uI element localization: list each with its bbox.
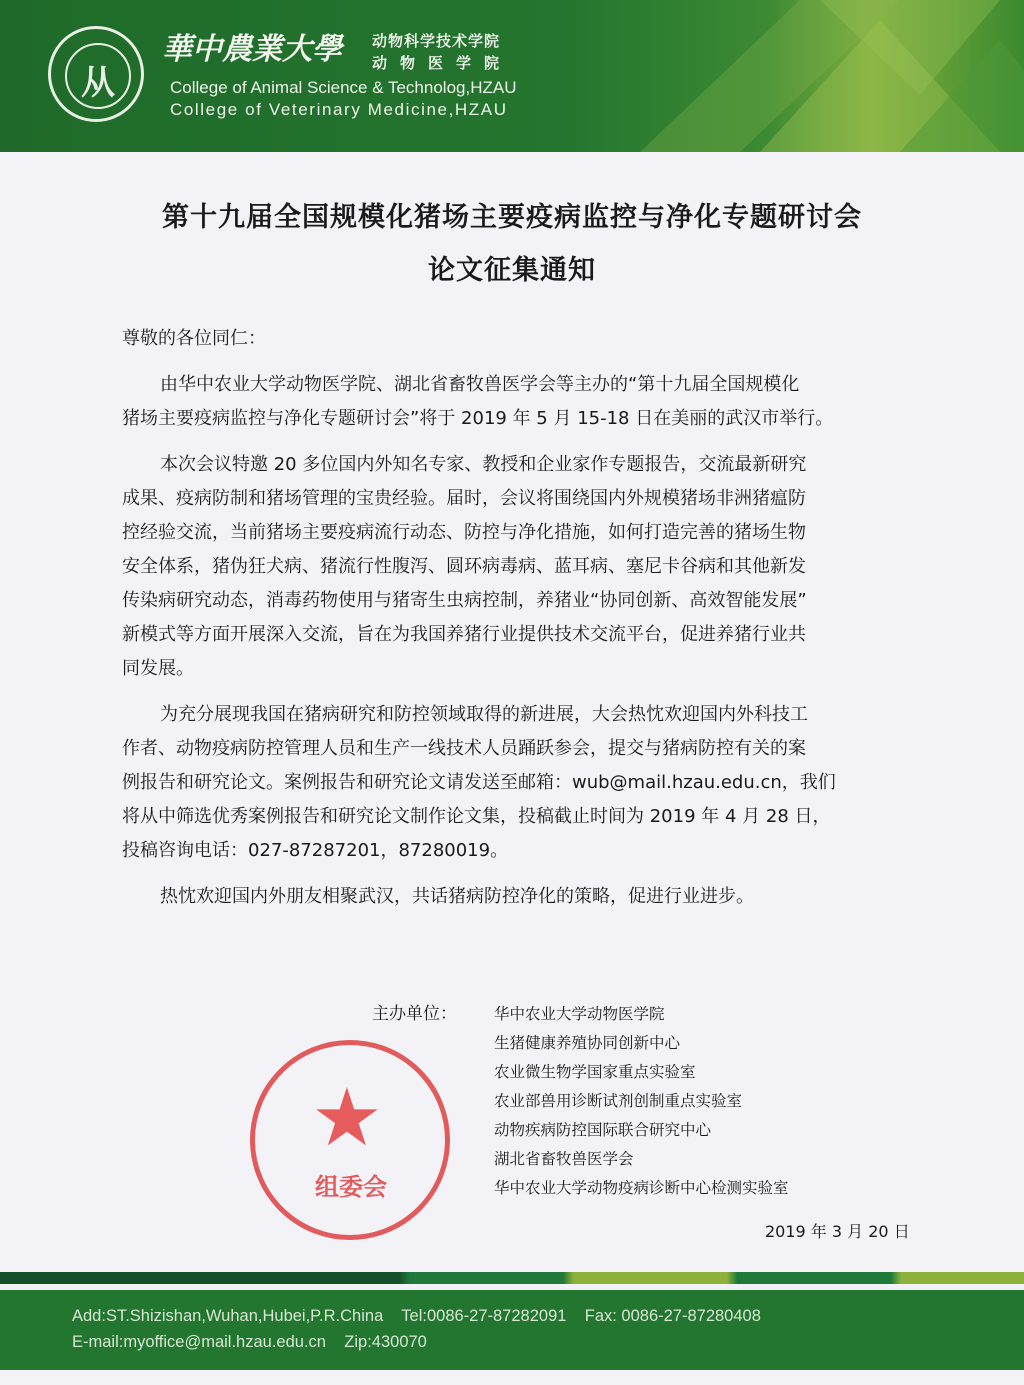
dept-name-1: 动物科学技术学院 (372, 32, 501, 50)
sponsor-item: 华中农业大学动物疫病诊断中心检测实验室 (494, 1179, 789, 1197)
english-dept-1: College of Animal Science & Technolog,HZAU (170, 78, 517, 97)
star-icon: ★ (311, 1071, 383, 1164)
sponsor-item: 生猪健康养殖协同创新中心 (494, 1034, 681, 1052)
english-dept-2: College of Veterinary Medicine,HZAU (170, 100, 508, 119)
sponsor-item: 农业微生物学国家重点实验室 (494, 1063, 696, 1081)
salutation: 尊敬的各位同仁： (122, 328, 266, 349)
document-title: 第十九届全国规模化猪场主要疫病监控与净化专题研讨会 (162, 202, 862, 233)
red-official-stamp (250, 1040, 450, 1240)
letterhead-footer (0, 1290, 1024, 1370)
sponsor-item: 动物疾病防控国际联合研究中心 (494, 1121, 712, 1139)
sponsors-label: 主办单位： (372, 1004, 457, 1024)
paragraph-line: 成果、疫病防制和猪场管理的宝贵经验。届时，会议将围绕国内外规模猪场非洲猪瘟防 (122, 488, 806, 509)
document-date: 2019 年 3 月 20 日 (765, 1222, 910, 1241)
paragraph-line: 作者、动物疫病防控管理人员和生产一线技术人员踊跃参会，提交与猪病防控有关的案 (122, 738, 806, 759)
sponsors-list (494, 1000, 789, 1203)
paragraph-line: 热忱欢迎国内外朋友相聚武汉，共话猪病防控净化的策略，促进行业进步。 (160, 886, 754, 907)
paragraph-line: 将从中筛选优秀案例报告和研究论文制作论文集，投稿截止时间为 2019 年 4 月 28 日， (122, 806, 831, 827)
stamp-text: 组委会 (315, 1172, 387, 1201)
dept-name-2: 动物医学院 (372, 54, 513, 72)
paragraph-line: 安全体系，猪伪狂犬病、猪流行性腹泻、圆环病毒病、蓝耳病、塞尼卡谷病和其他新发 (122, 556, 806, 577)
paragraph-line: 猪场主要疫病监控与净化专题研讨会”将于 2019 年 5 月 15-18 日在美丽的武汉市举行。 (122, 408, 834, 429)
paragraph-line: 本次会议特邀 20 多位国内外知名专家、教授和企业家作专题报告，交流最新研究 (160, 454, 807, 475)
footer-stripe (0, 1272, 1024, 1284)
banner-decoration (0, 0, 1024, 152)
document-subtitle: 论文征集通知 (428, 255, 596, 286)
paragraph-line: 投稿咨询电话：027-87287201，87280019。 (122, 840, 509, 861)
sponsor-item: 华中农业大学动物医学院 (494, 1005, 665, 1023)
paragraph-line: 由华中农业大学动物医学院、湖北省畜牧兽医学会等主办的“第十九届全国规模化 (160, 374, 800, 395)
footer-email: E-mail:myoffice@mail.hzau.edu.cn Zip:430070 (72, 1333, 427, 1351)
footer-address: Add:ST.Shizishan,Wuhan,Hubei,P.R.China Tel:0086-27-87282091 Fax: 0086-27-87280408 (72, 1307, 761, 1325)
university-name: 華中農業大學 (162, 32, 342, 67)
sponsor-item: 湖北省畜牧兽医学会 (494, 1150, 634, 1168)
paragraph (122, 698, 912, 868)
paragraph-line: 同发展。 (122, 658, 194, 679)
paragraph-line: 新模式等方面开展深入交流，旨在为我国养猪行业提供技术交流平台，促进养猪行业共 (122, 624, 806, 645)
letterhead-banner (0, 0, 1024, 152)
paragraph-line: 传染病研究动态，消毒药物使用与猪寄生虫病控制，养猪业“协同创新、高效智能发展” (122, 590, 807, 611)
paragraph-line: 控经验交流，当前猪场主要疫病流行动态、防控与净化措施，如何打造完善的猪场生物 (122, 522, 806, 543)
university-seal-logo: 从 (48, 26, 144, 122)
paragraph (122, 448, 912, 686)
paragraph (122, 368, 912, 436)
letter-body (122, 322, 912, 926)
paragraph (122, 880, 912, 914)
paragraph-line: 例报告和研究论文。案例报告和研究论文请发送至邮箱：wub@mail.hzau.edu.cn，我们 (122, 772, 836, 793)
sponsor-item: 农业部兽用诊断试剂创制重点实验室 (494, 1092, 743, 1110)
paragraph-line: 为充分展现我国在猪病研究和防控领域取得的新进展，大会热忱欢迎国内外科技工 (160, 704, 808, 725)
